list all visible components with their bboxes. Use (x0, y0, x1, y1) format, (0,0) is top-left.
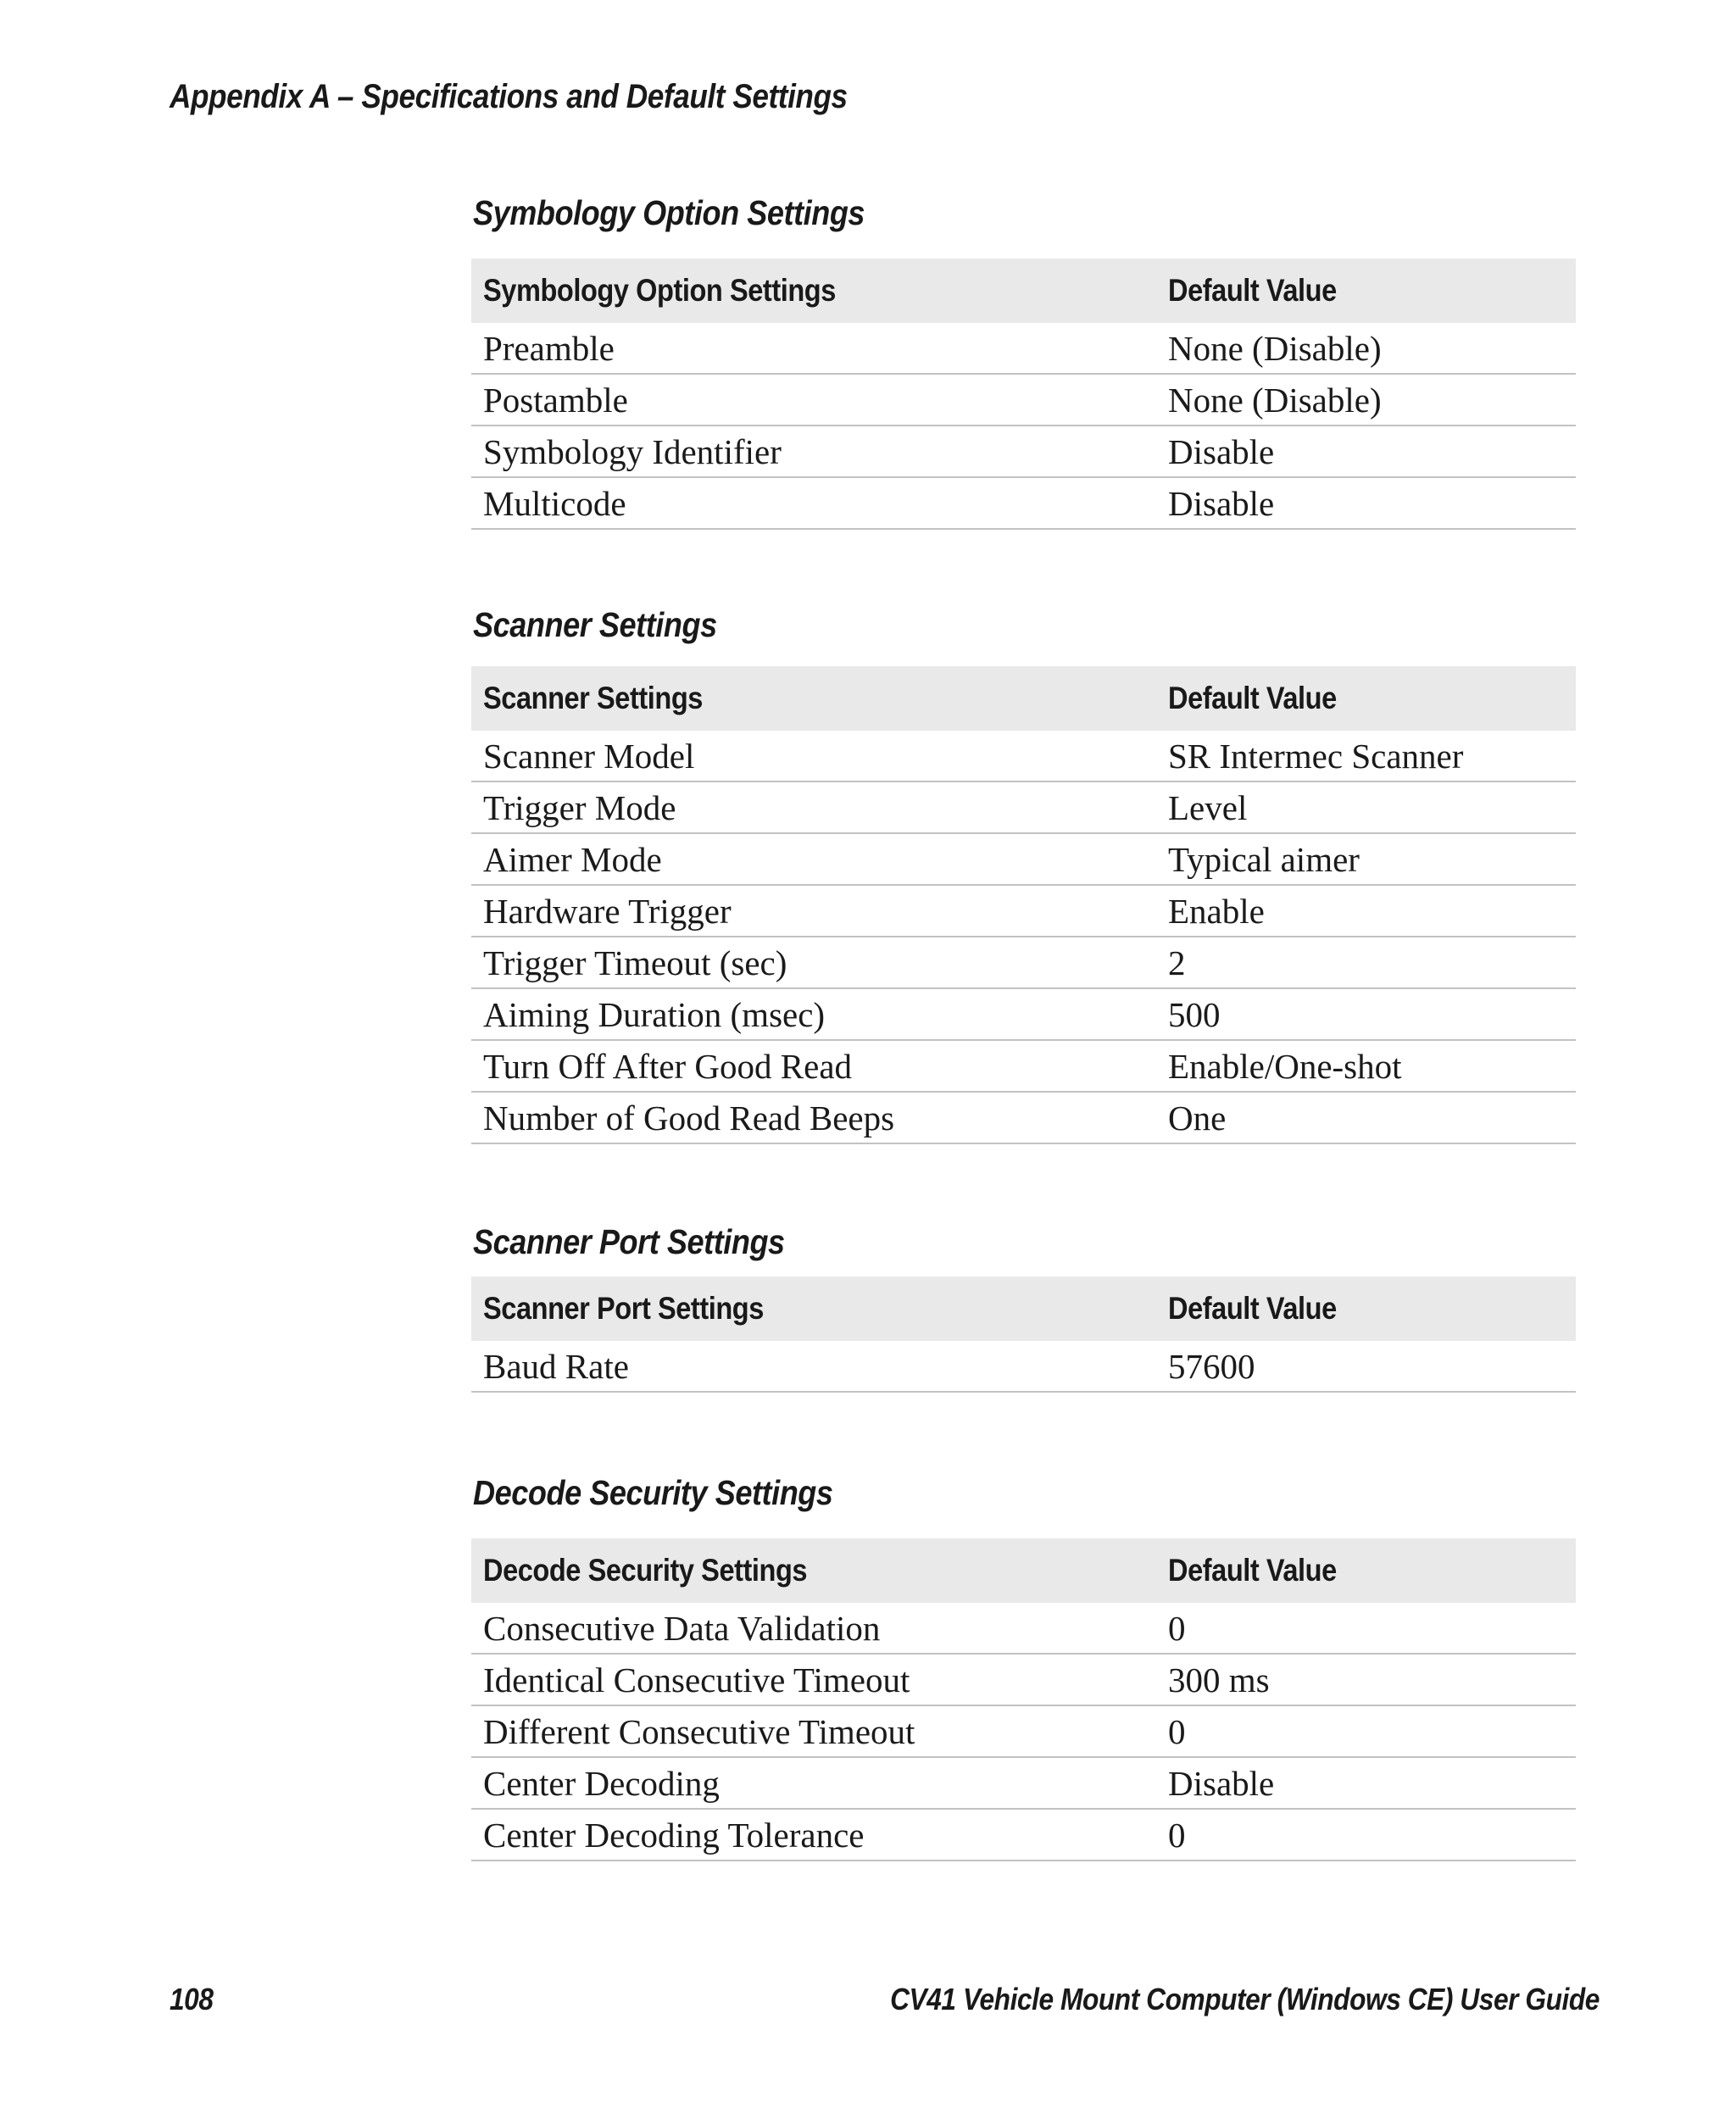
table-header-row (471, 259, 1576, 323)
table-row (471, 1093, 1576, 1144)
table-row (471, 937, 1576, 989)
setting-default-value: 2 (1168, 943, 1186, 982)
setting-name: Center Decoding (483, 1763, 720, 1803)
table-row (471, 989, 1576, 1041)
setting-name: Baud Rate (483, 1346, 629, 1386)
decode-security-settings-table (471, 1538, 1576, 1861)
table-row (471, 782, 1576, 834)
table-body (471, 323, 1576, 530)
table-row (471, 1810, 1576, 1861)
table-row (471, 1603, 1576, 1655)
setting-default-value: 0 (1168, 1608, 1186, 1648)
table-row (471, 426, 1576, 478)
setting-default-value: None (Disable) (1168, 380, 1382, 420)
setting-name: Identical Consecutive Timeout (483, 1660, 910, 1699)
scanner-port-settings-table (471, 1276, 1576, 1393)
table-body (471, 1341, 1576, 1393)
table-row (471, 375, 1576, 426)
page-number: 108 (170, 1982, 214, 2016)
footer-document-title: CV41 Vehicle Mount Computer (Windows CE) User Guide (890, 1982, 1600, 2016)
setting-default-value: 57600 (1168, 1346, 1255, 1386)
table-row (471, 1041, 1576, 1093)
table-row (471, 478, 1576, 530)
table-header-row (471, 1276, 1576, 1341)
setting-name: Trigger Timeout (sec) (483, 943, 787, 982)
table-row (471, 1655, 1576, 1706)
column-header-default-value: Default Value (1168, 681, 1337, 715)
setting-name: Turn Off After Good Read (483, 1046, 853, 1086)
setting-name: Hardware Trigger (483, 891, 732, 931)
setting-name: Multicode (483, 483, 626, 523)
setting-name: Center Decoding Tolerance (483, 1815, 865, 1855)
setting-default-value: One (1168, 1098, 1227, 1137)
column-header-setting: Symbology Option Settings (483, 273, 836, 308)
setting-default-value: Enable/One-shot (1168, 1046, 1402, 1086)
section-heading-decode-security-settings: Decode Security Settings (473, 1473, 833, 1512)
table-header-row (471, 1538, 1576, 1603)
symbology-option-settings-table (471, 259, 1576, 530)
table-body (471, 1603, 1576, 1861)
setting-default-value: 300 ms (1168, 1660, 1270, 1699)
table-row (471, 1758, 1576, 1810)
setting-default-value: 500 (1168, 994, 1221, 1034)
table-row (471, 1341, 1576, 1393)
column-header-setting: Decode Security Settings (483, 1553, 808, 1588)
column-header-default-value: Default Value (1168, 273, 1337, 308)
appendix-title: Appendix A – Specifications and Default Settings (170, 78, 848, 115)
setting-name: Consecutive Data Validation (483, 1608, 881, 1648)
setting-default-value: Enable (1168, 891, 1265, 931)
setting-name: Trigger Mode (483, 787, 676, 827)
column-header-setting: Scanner Settings (483, 681, 703, 715)
table-row (471, 834, 1576, 886)
setting-name: Number of Good Read Beeps (483, 1098, 895, 1137)
section-heading-scanner-settings: Scanner Settings (473, 605, 717, 644)
setting-name: Scanner Model (483, 736, 695, 776)
setting-default-value: Typical aimer (1168, 839, 1360, 879)
table-row (471, 886, 1576, 937)
table-header-row (471, 666, 1576, 731)
section-heading-symbology-option-settings: Symbology Option Settings (473, 193, 865, 232)
setting-default-value: Level (1168, 787, 1248, 827)
table-row (471, 1706, 1576, 1758)
column-header-setting: Scanner Port Settings (483, 1291, 764, 1326)
table-row (471, 731, 1576, 782)
setting-default-value: SR Intermec Scanner (1168, 736, 1464, 776)
setting-name: Postamble (483, 380, 628, 420)
column-header-default-value: Default Value (1168, 1553, 1337, 1588)
column-header-default-value: Default Value (1168, 1291, 1337, 1326)
setting-default-value: Disable (1168, 1763, 1275, 1803)
setting-name: Different Consecutive Timeout (483, 1711, 915, 1751)
setting-name: Aimer Mode (483, 839, 662, 879)
setting-default-value: 0 (1168, 1711, 1186, 1751)
setting-default-value: None (Disable) (1168, 328, 1382, 368)
setting-default-value: Disable (1168, 483, 1275, 523)
setting-name: Preamble (483, 328, 615, 368)
table-row (471, 323, 1576, 375)
setting-default-value: Disable (1168, 431, 1275, 471)
table-body (471, 731, 1576, 1144)
section-heading-scanner-port-settings: Scanner Port Settings (473, 1222, 785, 1261)
scanner-settings-table (471, 666, 1576, 1144)
setting-default-value: 0 (1168, 1815, 1186, 1855)
setting-name: Aiming Duration (msec) (483, 994, 826, 1034)
setting-name: Symbology Identifier (483, 431, 782, 471)
page-header (170, 78, 940, 116)
